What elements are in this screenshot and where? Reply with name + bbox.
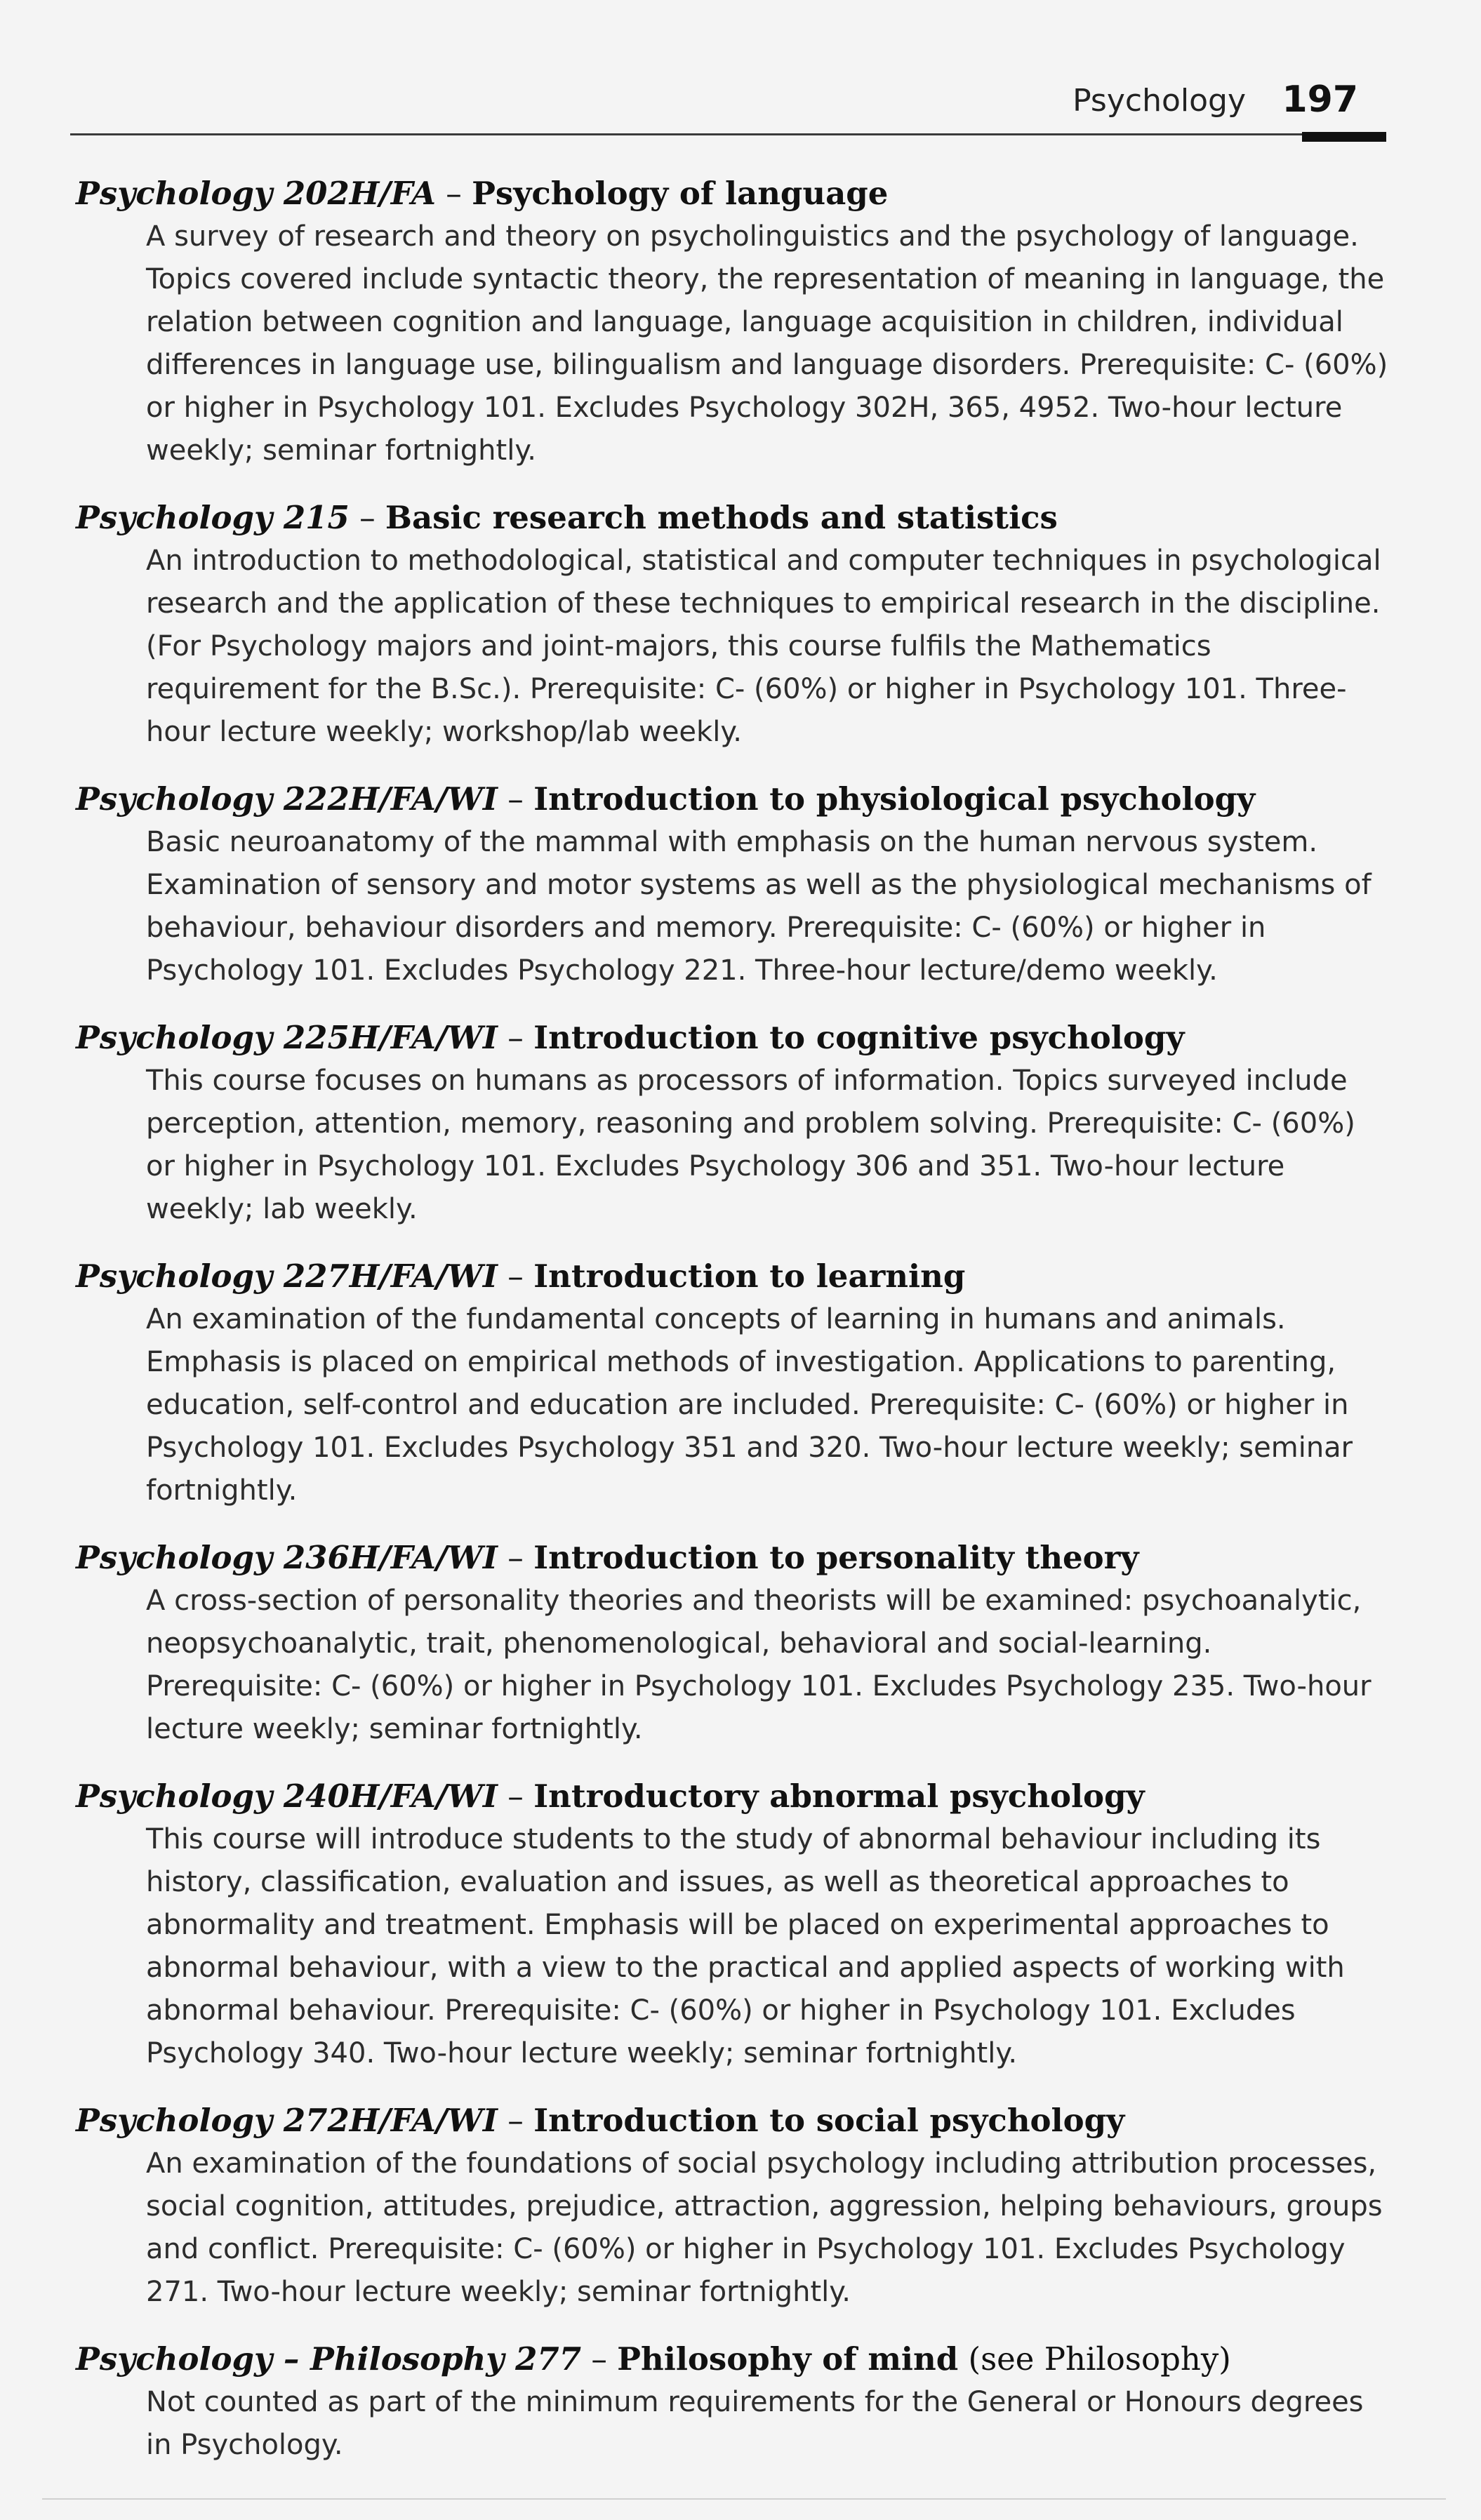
heading-dash: – — [359, 499, 385, 536]
course-description: An introduction to methodological, statistical and computer techniques in psychological research and the application of these techniques to empirical research in the discipline. (For Psychology majors and joint-majors, this course fulfils the Mathematics requirement for the B.Sc.). Prerequisite: C- (60%) or higher in Psychology 101. Three-hour lecture weekly; workshop/lab weekly. — [146, 545, 1381, 748]
course-code: Psychology 272H/FA/WI — [76, 2102, 498, 2139]
heading-dash: – — [507, 1258, 534, 1295]
course-title: Introduction to cognitive psychology — [533, 1019, 1185, 1056]
page-number: 197 — [1282, 79, 1358, 121]
course-code: Psychology 236H/FA/WI — [76, 1539, 498, 1576]
course-entry — [76, 778, 1388, 992]
page-header — [70, 76, 1386, 135]
course-entry — [76, 496, 1388, 754]
course-description: An examination of the fundamental concepts of learning in humans and animals. Emphasis is placed on empirical methods of investigation. Applications to parenting, education, self-control and education are included. Prerequisite: C- (60%) or higher in Psychology 101. Excludes Psychology 351 and 320. Two-hour lecture weekly; seminar fortnightly. — [146, 1303, 1353, 1507]
header-accent-bar — [1302, 132, 1386, 142]
course-heading — [76, 1775, 1388, 1818]
course-heading — [76, 1536, 1388, 1580]
heading-dash: – — [591, 2340, 618, 2378]
course-title: Introduction to social psychology — [533, 2102, 1125, 2139]
section-title: Psychology — [1072, 83, 1246, 119]
course-heading — [76, 172, 1388, 215]
heading-dash: – — [507, 2102, 534, 2139]
course-description: An examination of the foundations of social psychology including attribution processes, social cognition, attitudes, prejudice, attraction, aggression, helping behaviours, groups and conflict. Prerequisite: C- (60%) or higher in Psychology 101. Excludes Psychology 271. Two-hour lecture weekly; seminar fortnightly. — [146, 2147, 1383, 2308]
heading-dash: – — [507, 780, 534, 818]
course-heading — [76, 1255, 1388, 1298]
course-code: Psychology 215 — [76, 499, 350, 536]
course-description: A cross-section of personality theories and theorists will be examined: psychoanalytic, neopsychoanalytic, trait, phenomenological, behavioral and social-learning. Prerequisite: C- (60%) or higher in Psychology 101. Excludes Psychology 235. Two-hour lecture weekly; seminar fortnightly. — [146, 1585, 1372, 1745]
course-entry — [76, 172, 1388, 472]
course-heading — [76, 778, 1388, 821]
course-title: Introductory abnormal psychology — [533, 1778, 1145, 1815]
course-description: This course will introduce students to the study of abnormal behaviour including its history, classification, evaluation and issues, as well as theoretical approaches to abnormality and treatment. Emphasis will be placed on experimental approaches to abnormal behaviour, with a view to the practical and applied aspects of working with abnormal behaviour. Prerequisite: C- (60%) or higher in Psychology 101. Excludes Psychology 340. Two-hour lecture weekly; seminar fortnightly. — [146, 1823, 1345, 2069]
course-entry — [76, 2338, 1388, 2467]
course-heading — [76, 2099, 1388, 2142]
course-entry — [76, 1255, 1388, 1512]
course-description: A survey of research and theory on psycholinguistics and the psychology of language. Topics covered include syntactic theory, the representation of meaning in language, the relation between cognition and language, language acquisition in children, individual differences in language use, bilingualism and language disorders. Prerequisite: C- (60%) or higher in Psychology 101. Excludes Psychology 302H, 365, 4952. Two-hour lecture weekly; seminar fortnightly. — [146, 220, 1388, 467]
course-list — [76, 172, 1388, 2491]
page-bottom-edge — [42, 2498, 1446, 2500]
course-title: Psychology of language — [472, 175, 889, 212]
course-description: Basic neuroanatomy of the mammal with emphasis on the human nervous system. Examination of sensory and motor systems as well as the physiological mechanisms of behaviour, behaviour disorders and memory. Prerequisite: C- (60%) or higher in Psychology 101. Excludes Psychology 221. Three-hour lecture/demo weekly. — [146, 826, 1372, 987]
heading-dash: – — [507, 1019, 534, 1056]
course-heading — [76, 1016, 1388, 1060]
course-code: Psychology 225H/FA/WI — [76, 1019, 498, 1056]
course-entry — [76, 1536, 1388, 1751]
course-entry — [76, 1775, 1388, 2075]
course-cross-reference: (see Philosophy) — [968, 2340, 1231, 2378]
course-title: Introduction to personality theory — [533, 1539, 1139, 1576]
course-title: Philosophy of mind — [617, 2340, 959, 2378]
heading-dash: – — [507, 1778, 534, 1815]
course-description: Not counted as part of the minimum requirements for the General or Honours degrees in Psychology. — [146, 2386, 1364, 2461]
course-title: Introduction to physiological psychology — [533, 780, 1256, 818]
course-heading — [76, 496, 1388, 540]
course-code: Psychology 222H/FA/WI — [76, 780, 498, 818]
course-code: Psychology 227H/FA/WI — [76, 1258, 498, 1295]
course-entry — [76, 1016, 1388, 1231]
course-heading — [76, 2338, 1388, 2381]
heading-dash: – — [507, 1539, 534, 1576]
course-code: Psychology – Philosophy 277 — [76, 2340, 582, 2378]
heading-dash: – — [446, 175, 472, 212]
course-description: This course focuses on humans as processors of information. Topics surveyed include perception, attention, memory, reasoning and problem solving. Prerequisite: C- (60%) or higher in Psychology 101. Excludes Psychology 306 and 351. Two-hour lecture weekly; lab weekly. — [146, 1065, 1355, 1225]
course-title: Basic research methods and statistics — [385, 499, 1058, 536]
course-code: Psychology 202H/FA — [76, 175, 436, 212]
course-title: Introduction to learning — [533, 1258, 966, 1295]
course-code: Psychology 240H/FA/WI — [76, 1778, 498, 1815]
course-entry — [76, 2099, 1388, 2314]
